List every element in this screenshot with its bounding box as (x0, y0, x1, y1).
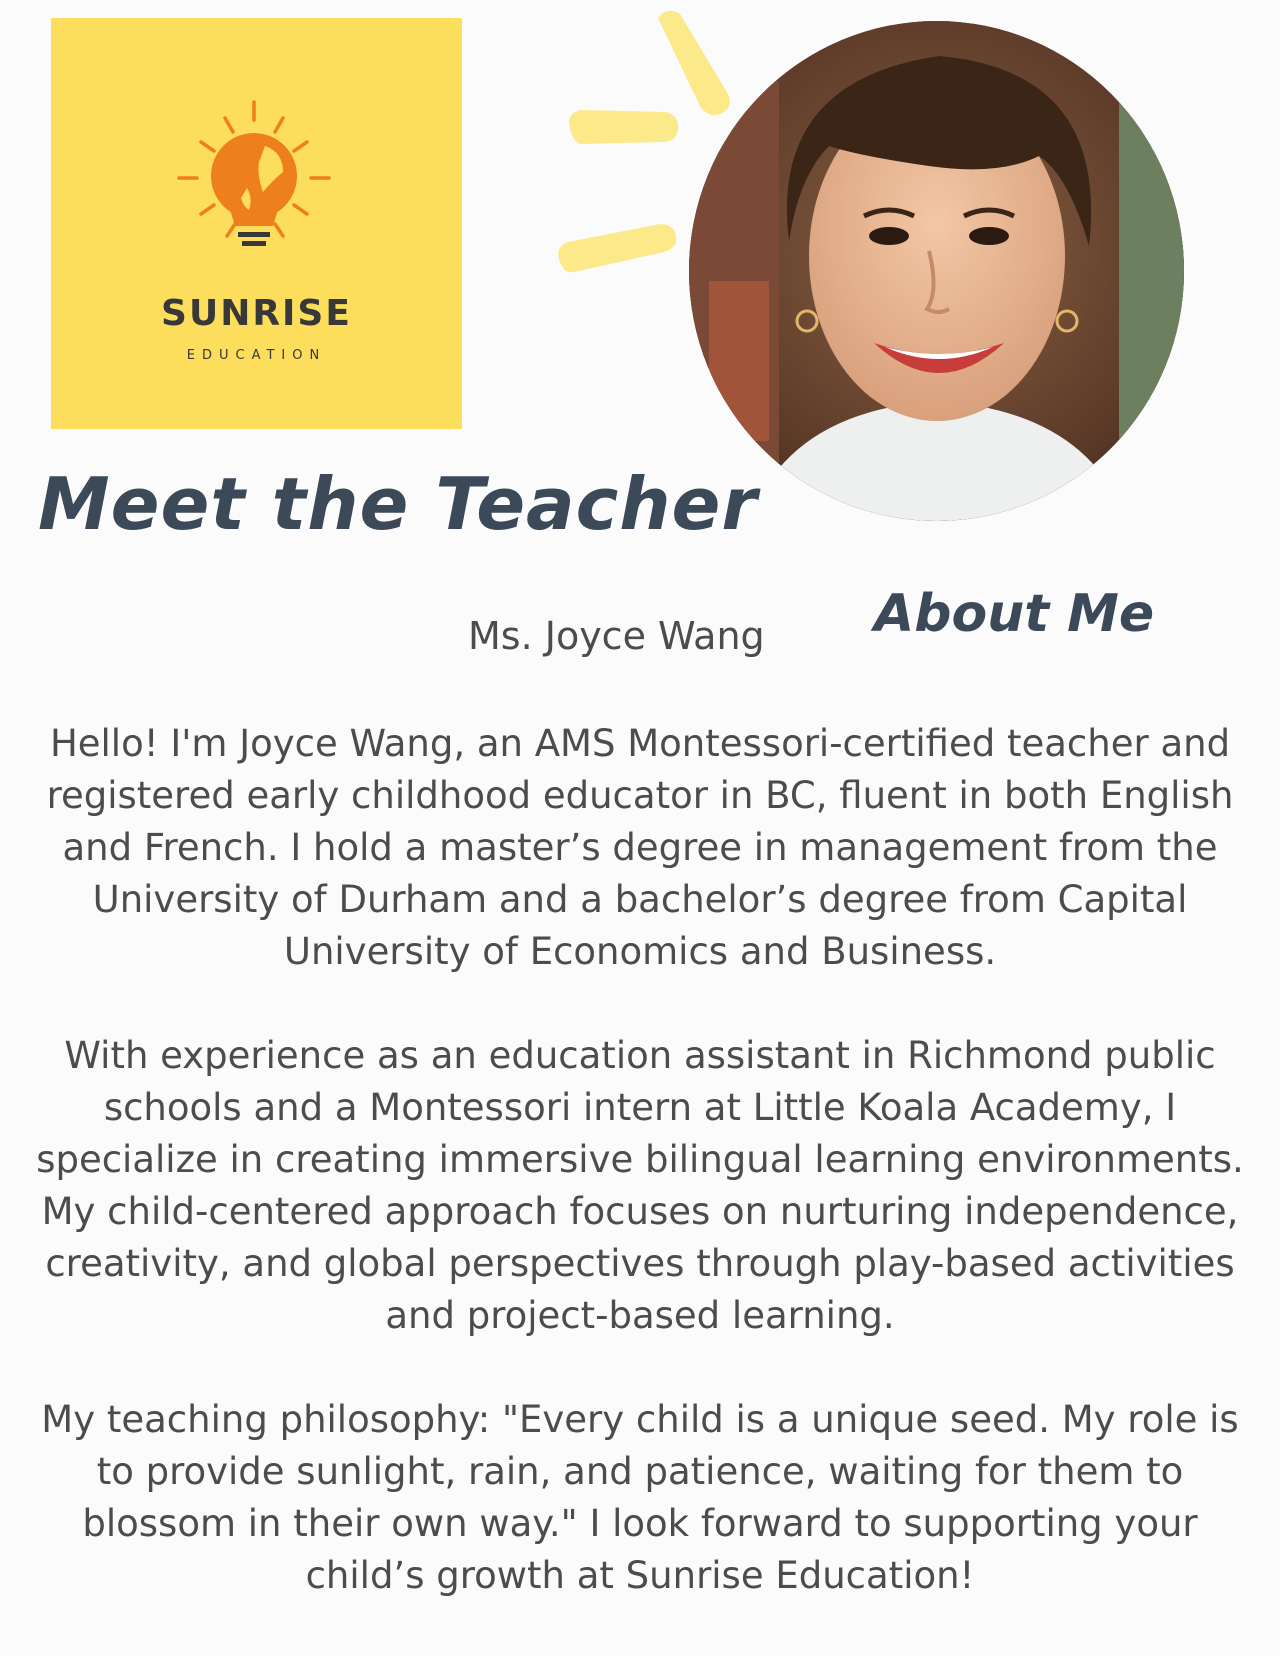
lightbulb-sun-icon (51, 18, 462, 429)
sunrise-education-logo (51, 18, 462, 429)
teacher-portrait-photo (689, 21, 1184, 521)
bio-paragraph-experience: With experience as an education assistant in Richmond public schools and a Montessori intern at Little Koala Academy, I specialize in creating immersive bilingual learning environments. My child-centered approach focuses on nurturing independence, creativity, and global perspectives through play-based activities and project-based learning. (36, 1034, 1244, 1337)
page-title: Meet the Teacher (38, 462, 758, 546)
logo-name: SUNRISE (161, 293, 352, 334)
bio-paragraph-philosophy: My teaching philosophy: "Every child is a unique seed. My role is to provide sunlight, rain, and patience, waiting for them to blossom in their own way." I look forward to supporting your child’s growth at Sunrise Education! (41, 1398, 1239, 1597)
bio-paragraph-intro: Hello! I'm Joyce Wang, an AMS Montessori-certified teacher and registered early childhood educator in BC, fluent in both English and French. I hold a master’s degree in management from the University of Durham and a bachelor’s degree from Capital University of Economics and Business. (46, 722, 1234, 973)
logo-subtitle: EDUCATION (186, 348, 327, 363)
bio-section (30, 718, 1250, 1654)
about-me-heading: About Me (874, 584, 1155, 644)
teacher-name: Ms. Joyce Wang (468, 614, 765, 658)
